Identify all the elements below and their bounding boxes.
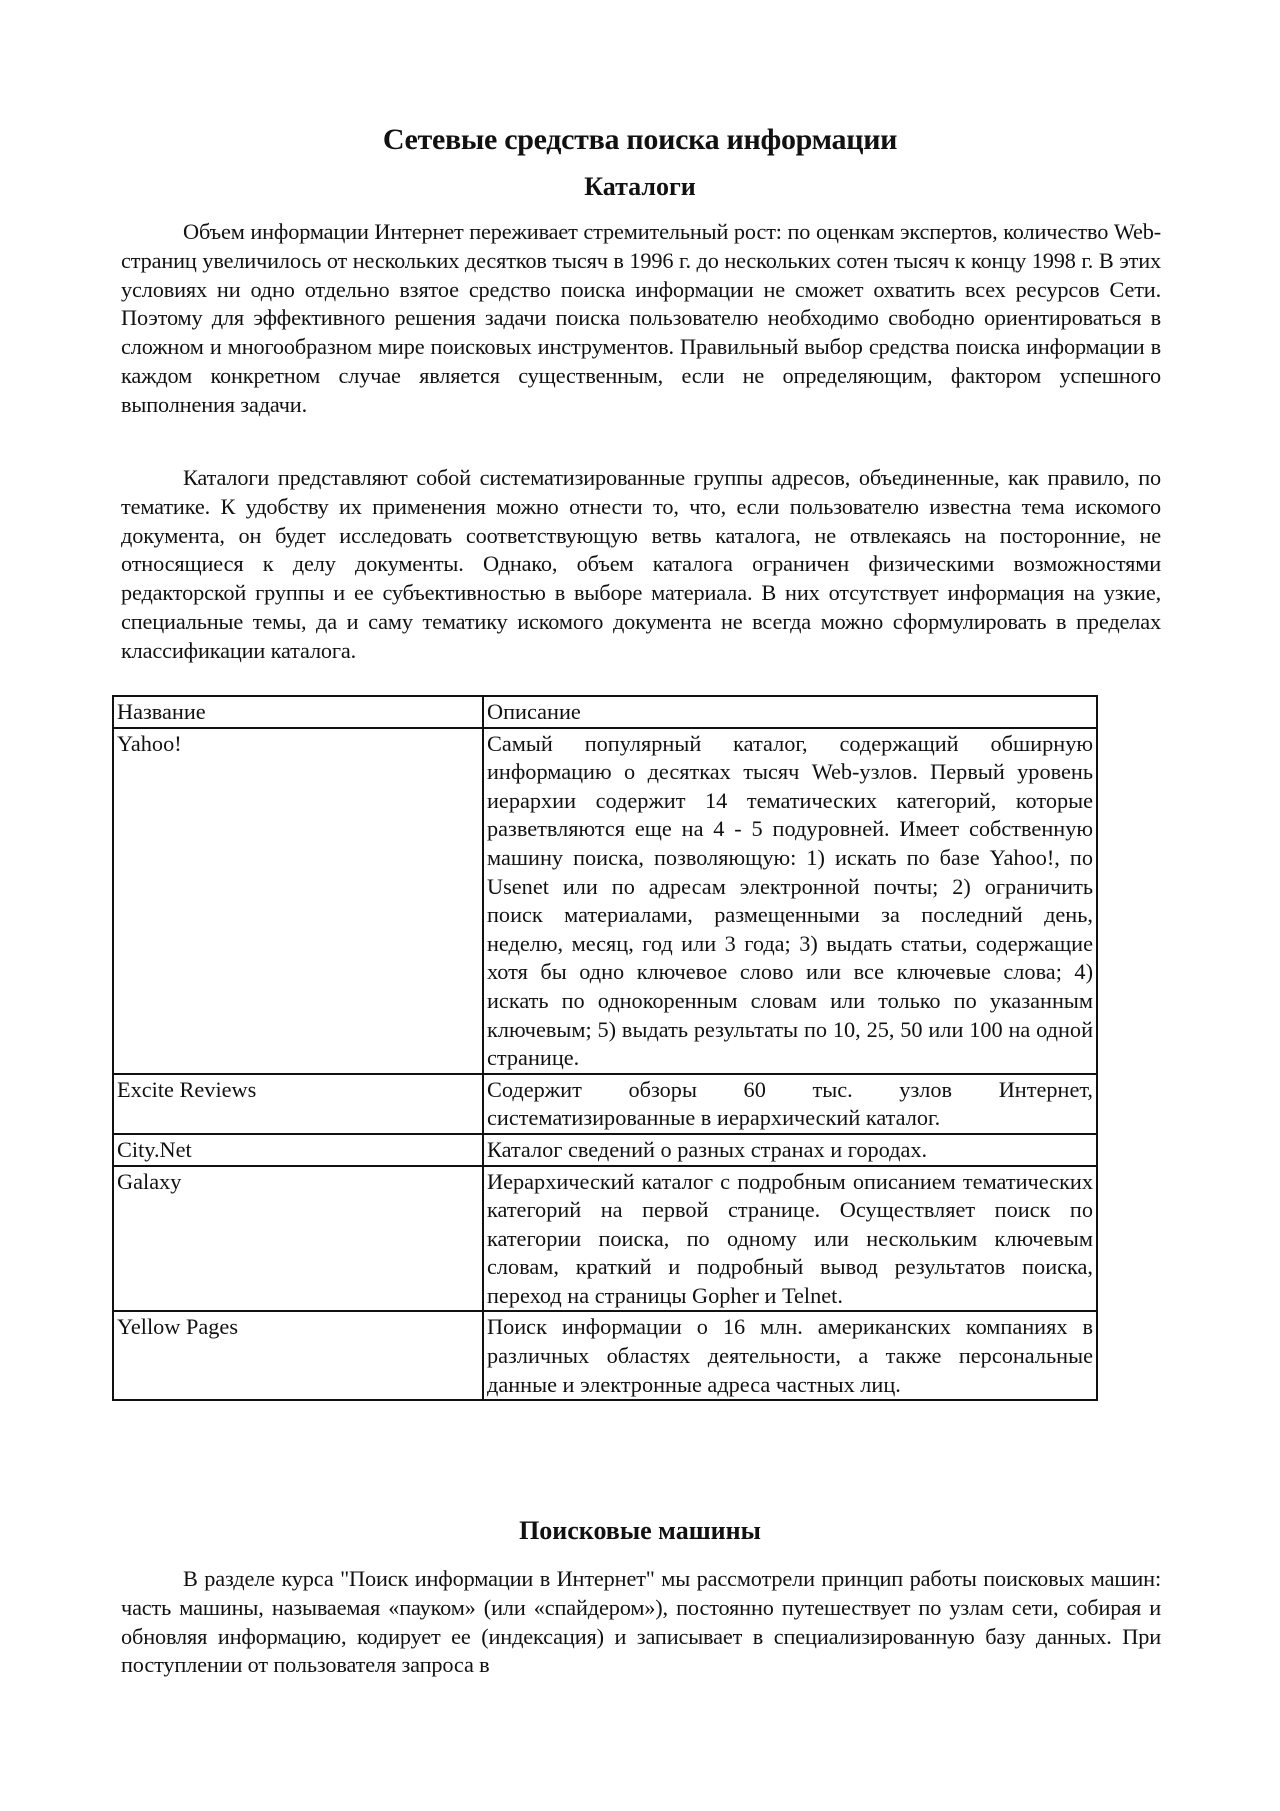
catalog-description: Каталог сведений о разных странах и городах. xyxy=(483,1134,1097,1166)
catalogs-table xyxy=(112,695,1098,1401)
table-row xyxy=(113,1074,1097,1134)
catalog-description: Содержит обзоры 60 тыс. узлов Интернет, систематизированные в иерархический каталог. xyxy=(483,1074,1097,1134)
catalog-name: City.Net xyxy=(113,1134,483,1166)
table-header-name: Название xyxy=(113,696,483,728)
catalog-name: Excite Reviews xyxy=(113,1074,483,1134)
table-row xyxy=(113,1166,1097,1312)
document-title: Сетевые средства поиска информации xyxy=(382,123,898,156)
catalog-description: Иерархический каталог с подробным описанием тематических категорий на первой странице. Осуществляет поиск по категории поиска, по одному или нескольким ключевым словам, краткий и подробный вывод результатов поиска, переход на страницы Gopher и Telnet. xyxy=(483,1166,1097,1312)
paragraph-intro: Объем информации Интернет переживает стремительный рост: по оценкам экспертов, количество Web-страниц увеличилось от нескольких десятков тысяч в 1996 г. до нескольких сотен тысяч к концу 1998 г. В этих условиях ни одно отдельно взятое средство поиска информации не сможет охватить всех ресурсов Сети. Поэтому для эффективного решения задачи поиска пользователю необходимо свободно ориентироваться в сложном и многообразном мире поисковых инструментов. Правильный выбор средства поиска информации в каждом конкретном случае является существенным, если не определяющим, фактором успешного выполнения задачи. xyxy=(121,219,1161,417)
catalog-name: Galaxy xyxy=(113,1166,483,1312)
catalog-description: Самый популярный каталог, содержащий обширную информацию о десятках тысяч Web-узлов. Первый уровень иерархии содержит 14 тематических категорий, которые разветвляются еще на 4 - 5 подуровней. Имеет собственную машину поиска, позволяющую: 1) искать по базе Yahoo!, по Usenet или по адресам электронной почты; 2) ограничить поиск материалами, размещенными за последний день, неделю, месяц, год или 3 года; 3) выдать статьи, содержащие хотя бы одно ключевое слово или все ключевые слова; 4) искать по однокоренным словам или только по указанным ключевым; 5) выдать результаты по 10, 25, 50 или 100 на одной странице. xyxy=(483,728,1097,1074)
section-heading-search-engines: Поисковые машины xyxy=(519,1516,761,1545)
catalog-description: Поиск информации о 16 млн. американских компаниях в различных областях деятельности, а также персональные данные и электронные адреса частных лиц. xyxy=(483,1311,1097,1400)
section-heading-catalogs: Каталоги xyxy=(584,172,696,201)
paragraph-catalogs-description: Каталоги представляют собой систематизированные группы адресов, объединенные, как правило, по тематике. К удобству их применения можно отнести то, что, если пользователю известна тема искомого документа, он будет исследовать соответствующую ветвь каталога, не отвлекаясь на посторонние, не относящиеся к делу документы. Однако, объем каталога ограничен физическими возможностями редакторской группы и ее субъективностью в выборе материала. В них отсутствует информация на узкие, специальные темы, да и саму тематику искомого документа не всегда можно сформулировать в пределах классификации каталога. xyxy=(121,465,1161,663)
table-header-description: Описание xyxy=(483,696,1097,728)
table-header-row xyxy=(113,696,1097,728)
paragraph-search-engines: В разделе курса "Поиск информации в Интернет" мы рассмотрели принцип работы поисковых машин: часть машины, называемая «пауком» (или «спайдером»), постоянно путешествует по узлам сети, собирая и обновляя информацию, кодирует ее (индексация) и записывает в специализированную базу данных. При поступлении от пользователя запроса в xyxy=(121,1566,1161,1678)
catalog-name: Yahoo! xyxy=(113,728,483,1074)
table-row xyxy=(113,1134,1097,1166)
catalog-name: Yellow Pages xyxy=(113,1311,483,1400)
table-row xyxy=(113,1311,1097,1400)
table-row xyxy=(113,728,1097,1074)
